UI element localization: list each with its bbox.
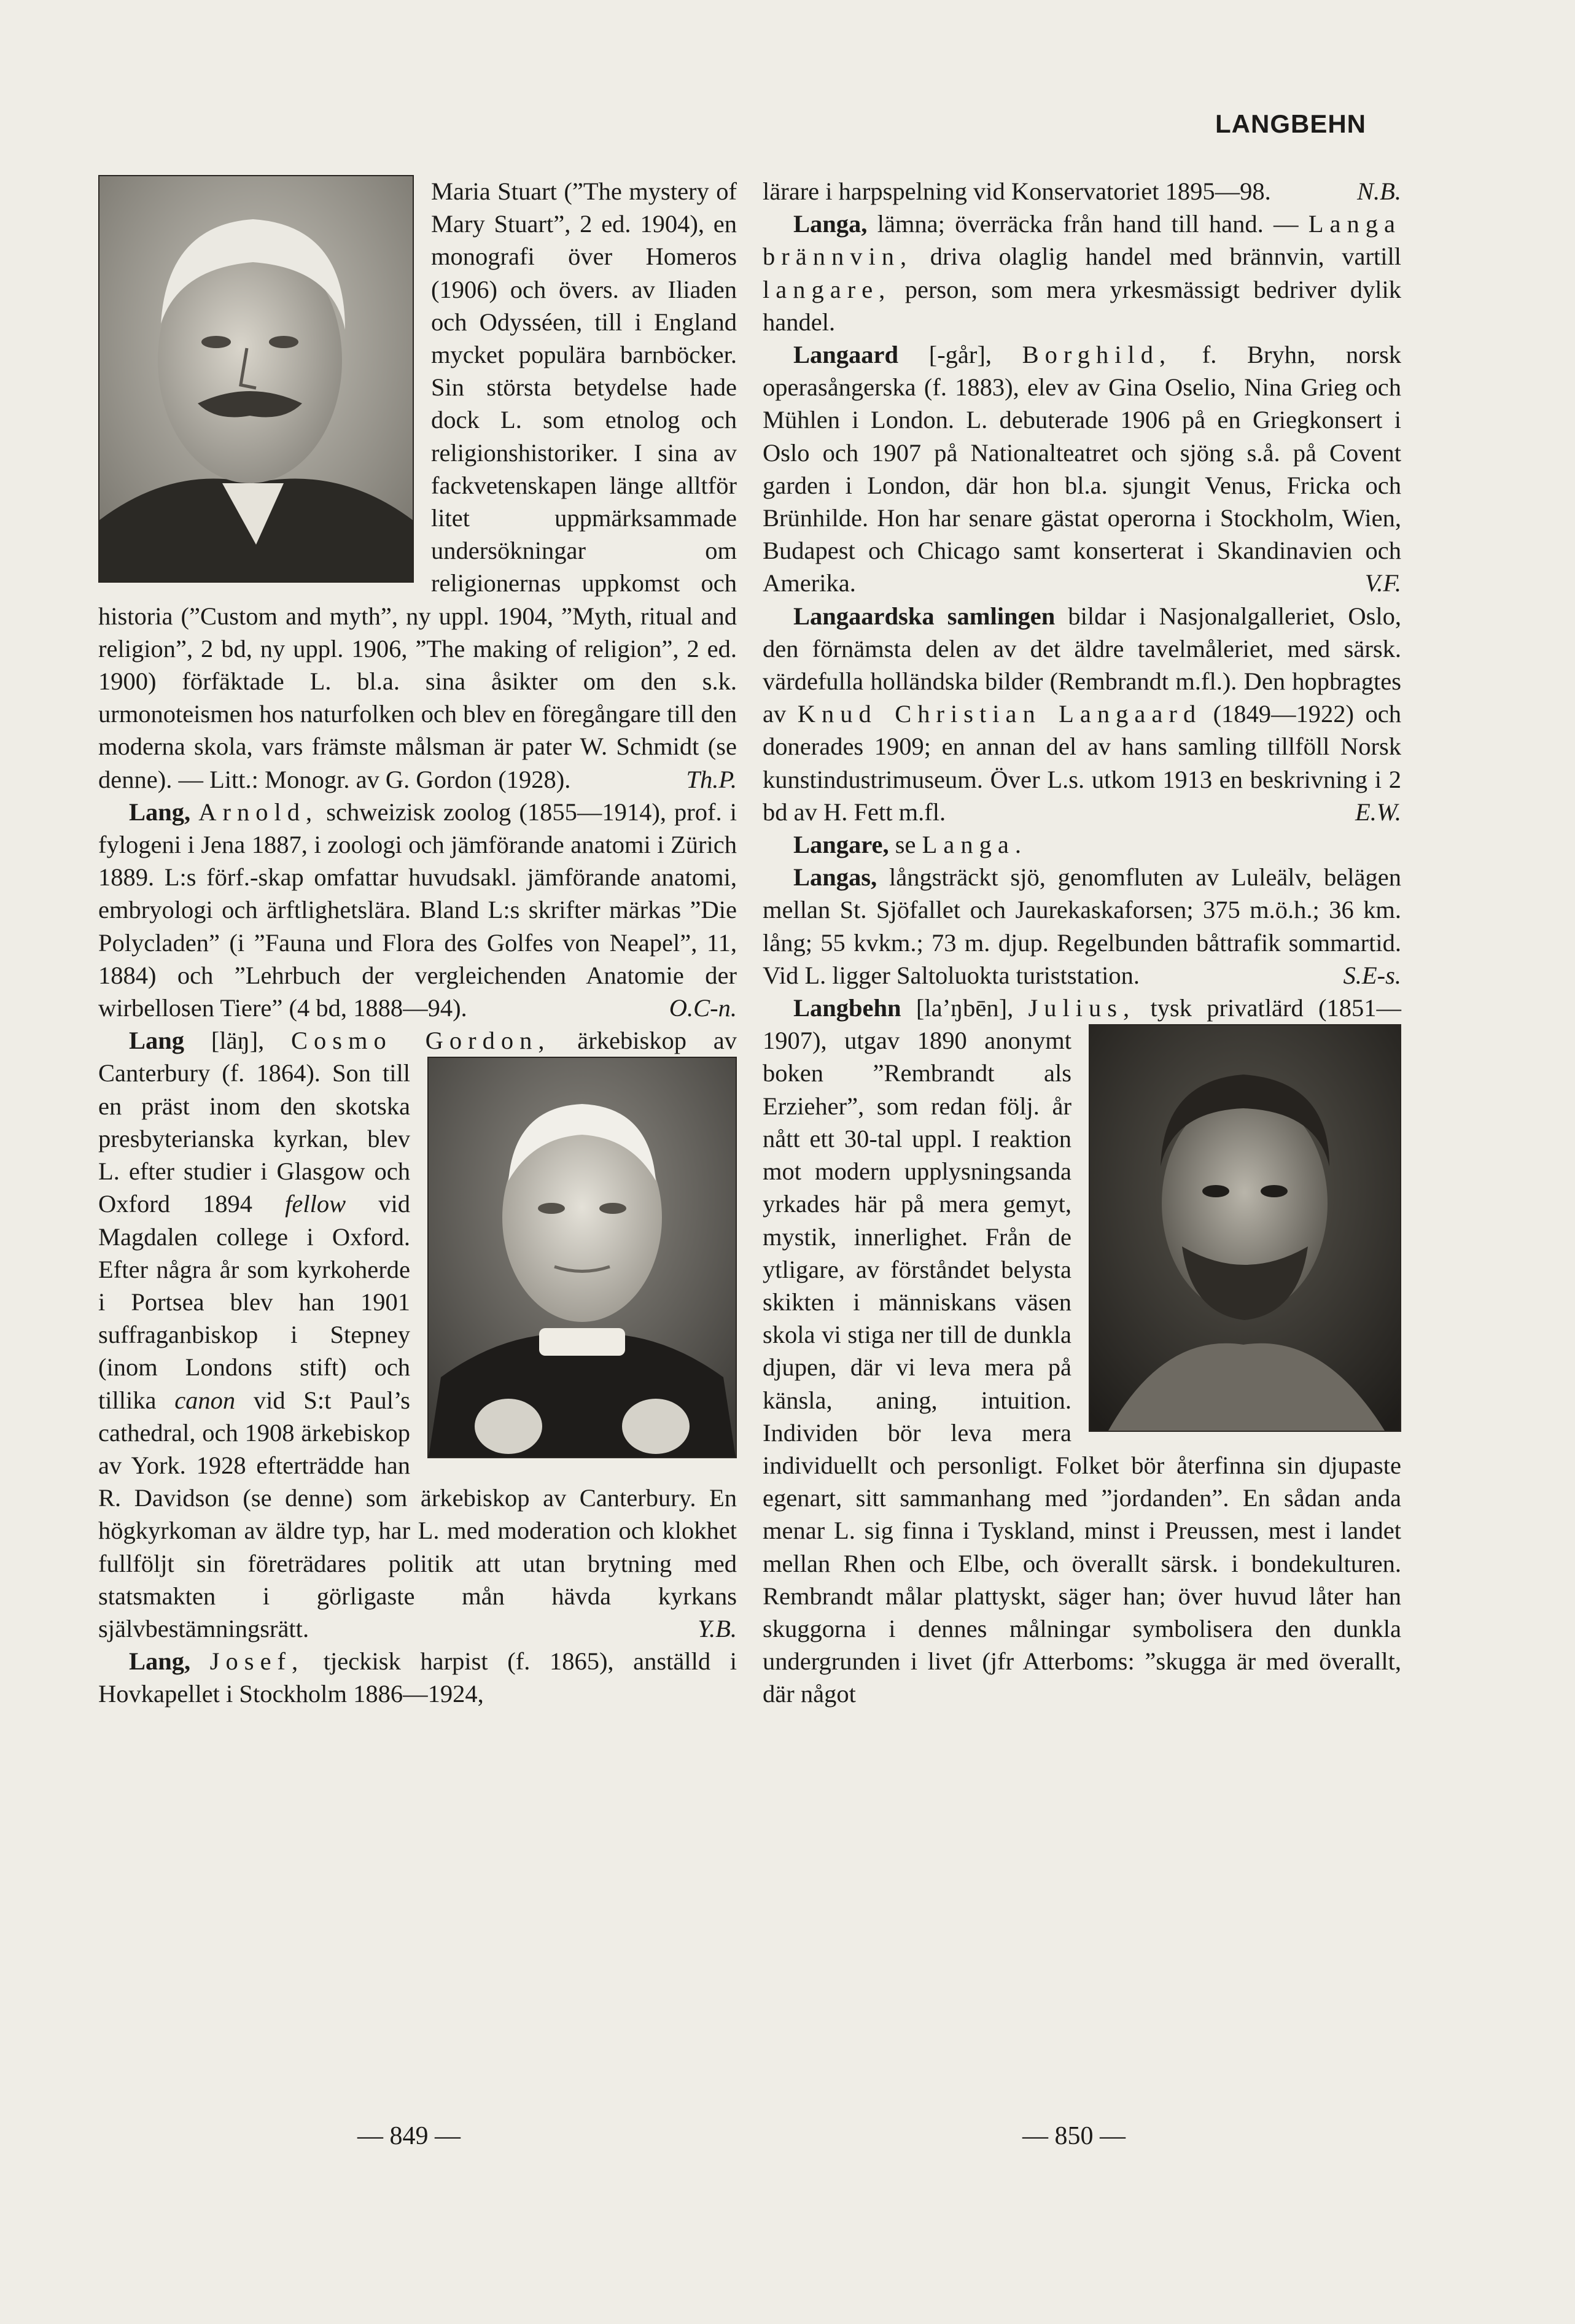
entry-headword: Langaardska samlingen <box>793 602 1056 630</box>
entry-person-name: Borghild, <box>1022 341 1172 369</box>
entry-langaardska-samlingen <box>763 600 1401 828</box>
entry-text: se <box>895 831 916 859</box>
entry-text: (1849—1922) och donerades 1909; en annan del av hans samling tillföll Norsk kunstindustrimuseum. Över L.s. utkom 1913 en beskrivning i 2 bd av H. Fett m.fl. <box>763 700 1401 826</box>
entry-headword: Langbehn <box>793 994 901 1022</box>
portrait-julius-langbehn-painting <box>1089 1024 1401 1432</box>
entry-signature: N.B. <box>1356 177 1401 205</box>
entry-lang-arnold <box>98 796 737 1024</box>
entry-text: person, som mera yrkesmässigt bedriver dylik handel. <box>763 275 1402 336</box>
entry-lang-josef-continued <box>763 175 1401 208</box>
entry-langas <box>763 861 1401 992</box>
entry-lang-cosmo-gordon <box>98 1024 737 1645</box>
entry-text: tysk privatlärd (1851—1907), utgav 1890 anonymt boken ”Rembrandt als Erzieher”, som redan följ. år nått ett 30-tal uppl. I reaktion mot modern upplysningsanda yrkades här på mera gemyt, mystik, innerlighet. Från de ytligare, av förståndet belysta skikten i människans väsen skola vi stiga ner till de dunkla djupen, där vi leva mera på känsla, aning, intuition. Individen bör leva mera individuellt och personligt. Folket bör återfinna sin djupaste egenart, sitt sammanhang med ”jordanden”. En sådan anda menar L. sig finna i Tyskland, minst i Preussen, mest i landet mellan Rhen och Elbe, och överallt särsk. i bondekulturen. Rembrandt målar plattyskt, säger han; över huvud låter han skuggorna i dennes målningar symbolisera den dunkla undergrunden i livet (jfr Atterboms: ”skugga är med överallt, där något <box>763 994 1401 1708</box>
entry-langbehn <box>763 992 1401 1710</box>
entry-signature: V.F. <box>1364 569 1401 597</box>
entry-text: Maria Stuart (”The mystery of Mary Stuart”, 2 ed. 1904), en monografi över Homeros (1906) och övers. av Iliaden och Odysséen, till i England mycket populära barnböcker. Sin största betydelse hade dock L. som etnolog och religionshistoriker. I sina av fackvetenskapen länge alltför litet uppmärksammade undersökningar om religionernas uppkomst och historia (”Custom and myth”, ny uppl. 1904, ”Myth, ritual and religion”, 2 bd, ny uppl. 1906, ”The making of religion”, 2 ed. 1900) förfäktade L. bl.a. sina åsikter om den s.k. urmonoteismen hos naturfolken och blev en föregångare till den moderna skola, vars främste målsman är pater W. Schmidt (se denne). — Litt.: Monogr. av G. Gordon (1928). <box>98 177 737 793</box>
entry-text: driva olaglig handel med brännvin, vartill <box>930 243 1401 271</box>
entry-langa <box>763 208 1401 338</box>
entry-person-name: Knud Christian Langaard <box>797 700 1202 728</box>
entry-person-name: Josef, <box>209 1647 305 1676</box>
right-column <box>763 175 1401 1711</box>
entry-headword: Lang <box>129 1027 185 1055</box>
entry-cross-reference: Langa. <box>922 831 1027 859</box>
entry-italic-term: canon <box>174 1386 236 1414</box>
entry-text: vid Magdalen college i Oxford. Efter några år som kyrkoherde i Portsea blev han 1901 suffraganbiskop i Stepney (inom Londons stift) och tillika <box>98 1190 411 1414</box>
entry-person-name: Julius, <box>1028 994 1136 1022</box>
page-number-right: — 850 — <box>1022 2122 1126 2150</box>
running-head: LANGBEHN <box>1215 109 1366 138</box>
entry-lang-josef <box>98 1645 737 1710</box>
entry-text: långsträckt sjö, genomfluten av Luleälv, belägen mellan St. Sjöfallet och Jaurekaskaforsen; 375 m.ö.h.; 36 km. lång; 55 kvkm.; 73 m. djup. Regelbunden båttrafik sommartid. Vid L. ligger Saltoluokta turiststation. <box>763 863 1401 989</box>
entry-phrase: langare, <box>763 275 892 303</box>
entry-headword: Lang, <box>129 798 191 826</box>
entry-signature: O.C-n. <box>669 994 737 1022</box>
entry-text: f. Bryhn, norsk operasångerska (f. 1883), elev av Gina Oselio, Nina Grieg och Mühlen i London. L. debuterade 1906 på en Griegkonsert i Oslo och 1907 på Nationalteatret och sjöng s.å. på Covent garden i London, där hon bl.a. sjungit Venus, Fricka och Brünhilde. Hon har senare gästat operorna i Stockholm, Wien, Budapest och Chicago samt konserterat i Skandinavien och Amerika. <box>763 341 1402 597</box>
entry-headword: Langas, <box>793 863 877 892</box>
entry-headword: Lang, <box>129 1647 191 1676</box>
entry-signature: S.E-s. <box>1343 961 1401 989</box>
entry-signature: Th.P. <box>686 765 737 793</box>
entry-headword: Langaard <box>793 341 899 369</box>
entry-text: tjeckisk harpist (f. 1865), anställd i Hovkapellet i Stockholm 1886—1924, <box>98 1647 737 1708</box>
entry-person-name: Arnold, <box>198 798 319 826</box>
entry-pronunciation: [läŋ], <box>211 1027 265 1055</box>
entry-pronunciation: [la’ŋbēn], <box>916 994 1014 1022</box>
entry-text: schweizisk zoolog (1855—1914), prof. i fylogeni i Jena 1887, i zoologi och jämförande anatomi i Zürich 1889. L:s förf.-skap omfattar huvudsakl. jämförande anatomi, embryologi och ärftlighetslära. Bland L:s skrifter märkas ”Die Polycladen” (i ”Fauna und Flora des Golfes von Neapel”, 11, 1884) och ”Lehrbuch der vergleichenden Anatomie der wirbellosen Tiere” (4 bd, 1888—94). <box>98 798 737 1022</box>
portrait-andrew-lang-photo <box>98 175 414 583</box>
portrait-cosmo-gordon-lang-photo <box>427 1057 737 1458</box>
entry-signature: Y.B. <box>698 1614 737 1642</box>
entry-text: bildar i Nasjonalgalleriet, Oslo, den förnämsta delen av det äldre tavelmåleriet, med särsk. värdefulla holländska bilder (Rembrandt m.fl.). Den hopbragtes av <box>763 602 1401 728</box>
entry-text: lämna; överräcka från hand till hand. — <box>877 210 1299 238</box>
entry-text: vid S:t Paul’s cathedral, och 1908 ärkebiskop av York. 1928 efterträdde han R. Davidson (se denne) som ärkebiskop av Canterbury. En högkyrkoman av äldre typ, har L. med moderation och klokhet fullföljt sin företrädares politik att utan brytning med statsmakten i görligaste mån hävda kyrkans självbestämningsrätt. <box>98 1386 737 1642</box>
entry-lang-andrew-continued <box>98 175 737 796</box>
entry-phrase: Langa brännvin, <box>763 210 1401 271</box>
entry-text: lärare i harpspelning vid Konservatoriet 1895—98. <box>763 177 1271 205</box>
page-number-left: — 849 — <box>357 2122 461 2150</box>
entry-signature: E.W. <box>1355 798 1401 826</box>
left-column <box>98 175 737 1711</box>
entry-langare <box>763 828 1401 861</box>
entry-pronunciation: [-går], <box>928 341 992 369</box>
entry-langaard <box>763 338 1401 600</box>
entry-headword: Langare, <box>793 831 889 859</box>
entry-headword: Langa, <box>793 210 868 238</box>
entry-italic-term: fellow <box>285 1190 346 1218</box>
entry-text: ärkebiskop av Canterbury (f. 1864). Son till en präst inom den skotska presbyterianska kyrkan, blev L. efter studier i Glasgow och Oxford 1894 <box>98 1027 737 1218</box>
entry-person-name: Cosmo Gordon, <box>291 1027 551 1055</box>
